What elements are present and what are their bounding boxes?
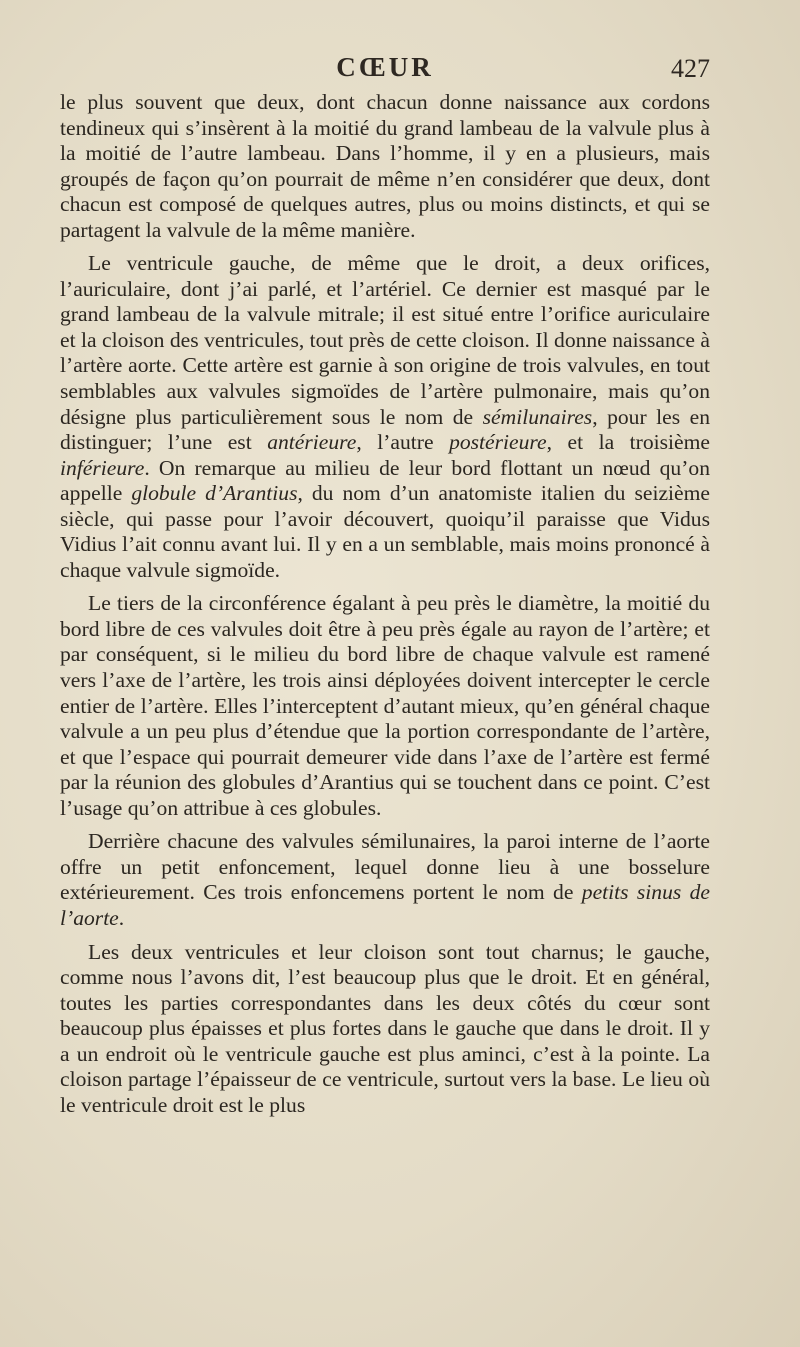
text-run: le plus souvent que deux, dont chacun donne naissance aux cordons tendineux qui s’insèrent à la moitié du grand lambeau de la valvule plus à la moitié de l’autre lambeau. Dans l’homme, il y en a plusieurs, mais groupés de façon qu’on pourrait de même n’en considérer que deux, dont chacun est composé de quelques autres, plus ou moins distincts, et qui se partagent la valvule de la même manière.	[60, 90, 710, 242]
italic-term: petits sinus de l’aorte	[60, 880, 710, 930]
body-text	[60, 90, 710, 1126]
text-run: Derrière chacune des valvules sémilunaires, la paroi interne de l’aorte offre un petit enfoncement, lequel donne lieu à une bosselure extérieurement. Ces trois enfoncemens portent le nom de	[60, 829, 710, 905]
text-run: , du nom d’un anatomiste italien du seizième siècle, qui passe pour l’avoir découvert, quoiqu’il paraisse que Vidus Vidius l’ait connu avant lui. Il y en a un semblable, mais moins prononcé à chaque valvule sigmoïde.	[60, 481, 711, 582]
italic-term: globule d’Arantius	[131, 481, 298, 506]
paragraph	[60, 591, 710, 821]
text-run: , et la troisième	[546, 430, 710, 455]
text-run: Les deux ventricules et leur cloison sont tout charnus; le gauche, comme nous l’avons dit, l’est beaucoup plus que le droit. Et en général, toutes les parties correspondantes dans les deux côtés du cœur sont beaucoup plus épaisses et plus fortes dans le gauche que dans le droit. Il y a un endroit où le ventricule gauche est plus aminci, c’est à la pointe. La cloison partage l’épaisseur de ce ventricule, surtout vers la base. Le lieu où le ventricule droit est le plus	[60, 939, 710, 1117]
italic-term: inférieure	[60, 455, 145, 480]
paragraph	[60, 940, 710, 1119]
italic-term: antérieure	[267, 430, 357, 455]
text-run: Le ventricule gauche, de même que le droit, a deux orifices, l’auriculaire, dont j’ai parlé, et l’artériel. Ce dernier est masqué par le grand lambeau de la valvule mitrale; il est situé entre l’orifice auriculaire et la cloison des ventricules, tout près de cette cloison. Il donne naissance à l’artère aorte. Cette artère est garnie à son origine de trois valvules, en tout semblables aux valvules sigmoïdes de l’artère pulmonaire, mais qu’on désigne plus particulièrement sous le nom de	[60, 251, 710, 429]
paragraph	[60, 251, 710, 583]
text-run: . On remarque au milieu de leur bord flottant un nœud qu’on appelle	[60, 455, 710, 506]
italic-term: postérieure	[449, 430, 547, 455]
running-head: CŒUR	[336, 52, 434, 82]
italic-term: sémilunaires	[482, 404, 593, 429]
text-run: , pour les en distinguer; l’une est	[60, 404, 710, 455]
text-run: Le tiers de la circonférence égalant à peu près le diamètre, la moitié du bord libre de ces valvules doit être à peu près égale au rayon de l’artère; et par conséquent, si le milieu du bord libre de chaque valvule est ramené vers l’axe de l’artère, les trois ainsi déployées doivent intercepter le cercle entier de l’artère. Elles l’interceptent d’autant mieux, qu’en général chaque valvule a un peu plus d’étendue que la portion correspondante de l’artère, et que l’espace qui pourrait demeurer vide dans l’axe de l’artère est fermé par la réunion des globules d’Arantius qui se touchent dans ce point. C’est l’usage qu’on attribue à ces globules.	[60, 591, 710, 820]
paragraph	[60, 829, 710, 931]
page-number: 427	[671, 54, 710, 83]
paragraph	[60, 90, 710, 243]
text-run: .	[118, 905, 125, 930]
text-run: , l’autre	[356, 430, 450, 455]
page-header	[60, 52, 710, 92]
